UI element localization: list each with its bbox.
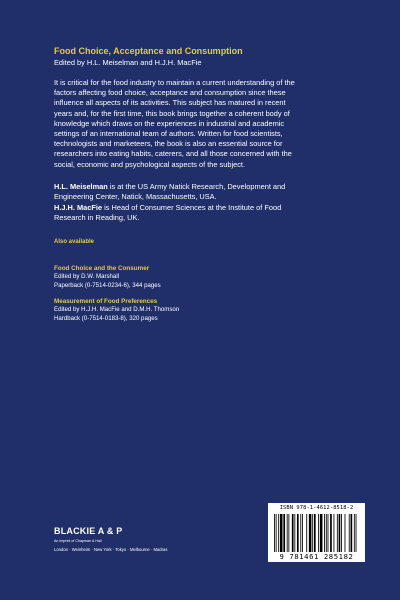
publisher-imprint: An Imprint of Chapman & Hall <box>54 539 102 543</box>
description-line: researchers into eating habits, caterers, and all those concerned with the <box>54 149 292 159</box>
barcode-bar <box>324 514 325 552</box>
bio-text: is at the US Army Natick Research, Development and <box>107 182 286 191</box>
related-book-edition: Hardback (0-7514-0183-8), 320 pages <box>54 314 158 322</box>
description-line: years and, for the first time, this book brings together a coherent body of <box>54 108 290 118</box>
description-line: technologists and marketeers, the book is also an essential source for <box>54 139 283 149</box>
isbn-barcode <box>268 503 365 562</box>
barcode-bar <box>345 514 346 552</box>
barcode-bar <box>300 514 301 552</box>
barcode-bar <box>341 514 342 552</box>
barcode-bar <box>283 514 285 552</box>
barcode-bar <box>328 514 329 552</box>
related-book-info <box>54 306 314 323</box>
description-line: influence all aspects of its activities. This subject has matured in recent <box>54 98 286 108</box>
isbn-digits: 9 781461 285182 <box>279 552 354 561</box>
author-bio-meiselman <box>54 182 354 202</box>
related-book-title: Food Choice and the Consumer <box>54 265 150 272</box>
barcode-bar <box>276 514 277 552</box>
barcode-bar <box>339 514 341 552</box>
author-bio-macfie <box>54 203 354 223</box>
book-description <box>54 78 354 170</box>
barcode-bar <box>292 514 294 552</box>
related-book-title: Measurement of Food Preferences <box>54 298 158 305</box>
related-book-info <box>54 273 314 290</box>
related-book-editors: Edited by H.J.H. MacFie and D.M.H. Thomson <box>54 306 180 313</box>
bio-line: Research in Reading, UK. <box>54 213 140 223</box>
description-line: settings of an international team of authors. Written for food scientists, <box>54 129 283 139</box>
barcode-bar <box>318 514 319 552</box>
barcode-bar <box>287 514 288 552</box>
barcode-bar <box>278 514 279 552</box>
barcode-bar <box>302 514 303 552</box>
also-available-heading: Also available <box>54 239 95 245</box>
barcode-bar <box>337 514 338 552</box>
barcode-bar <box>288 514 289 552</box>
barcode-bar <box>306 514 307 552</box>
bio-text: is Head of Consumer Sciences at the Institute of Food <box>102 203 282 212</box>
isbn-label: ISBN 978-1-4612-8518-2 <box>279 505 354 511</box>
publisher-cities: London · Weinheim · New York · Tokyo · Melbourne · Madras <box>54 547 168 552</box>
publisher-logo: BLACKIE A & P <box>54 526 123 536</box>
barcode-bar <box>312 514 313 552</box>
barcode-bar <box>349 514 350 552</box>
barcode-bar <box>320 514 323 552</box>
bio-line <box>54 203 354 213</box>
description-line: factors affecting food choice, acceptance and consumption since these <box>54 88 286 98</box>
barcode-bar <box>326 514 327 552</box>
barcode-bar <box>314 514 316 552</box>
description-line: knowledge which draws on the experiences in industrial and academic <box>54 118 285 128</box>
description-line: It is critical for the food industry to maintain a current understanding of the <box>54 78 295 87</box>
barcode-bar <box>297 514 299 552</box>
bio-line <box>54 182 354 192</box>
related-book-edition: Paperback (0-7514-0234-6), 344 pages <box>54 281 161 289</box>
bio-line: Engineering Center, Natick, Massachusetts, USA. <box>54 192 217 202</box>
barcode-bar <box>330 514 332 552</box>
related-book-editors: Edited by D.W. Marshall <box>54 273 120 280</box>
book-editors: Edited by H.L. Meiselman and H.J.H. MacFie <box>54 58 202 67</box>
book-title: Food Choice, Acceptance and Consumption <box>54 46 243 56</box>
barcode-bar <box>351 514 353 552</box>
barcode-bar <box>274 514 275 552</box>
barcode-bar <box>309 514 312 552</box>
barcode-bar <box>356 514 357 552</box>
barcode-bar <box>294 514 295 552</box>
description-line: social, economic and psychological aspects of the subject. <box>54 159 246 169</box>
barcode-bars <box>274 514 359 552</box>
author-name: H.J.H. MacFie <box>54 203 103 212</box>
barcode-bar <box>334 514 335 552</box>
author-name: H.L. Meiselman <box>54 182 108 191</box>
barcode-bar <box>280 514 283 552</box>
barcode-bar <box>354 514 355 552</box>
